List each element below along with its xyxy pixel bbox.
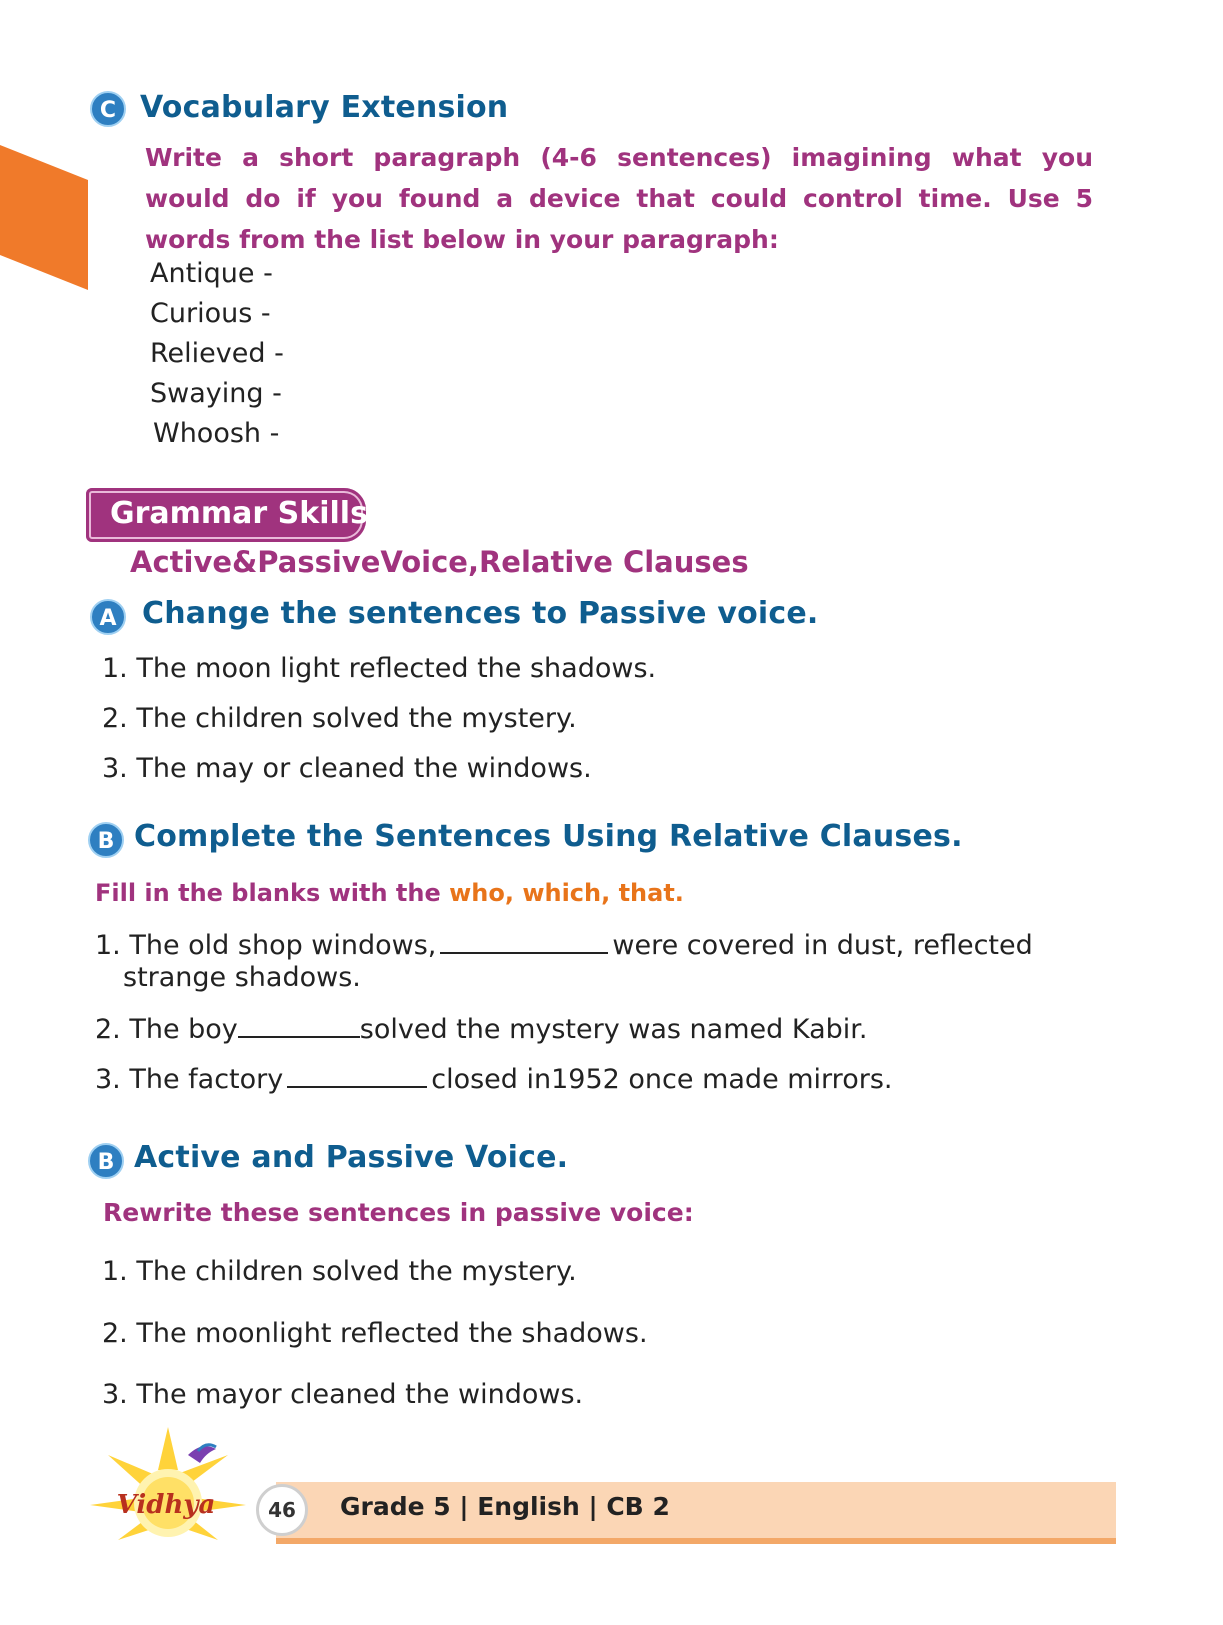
svg-text:Vidhya: Vidhya [116,1490,216,1520]
relative-clauses-instruction [95,879,684,907]
relative-item-1-continued: strange shadows. [123,962,361,993]
section-a-item: 2. The children solved the mystery. [102,703,577,734]
item-text: solved the mystery was named Kabir. [359,1014,868,1045]
item-text: closed in1952 once made mirrors. [431,1064,893,1095]
vocab-prompt: Write a short paragraph (4-6 sentences) imagining what you would do if you found a device that could control time. Use 5 words from the list below in your paragraph: [145,143,1093,254]
svg-text:A: A [99,606,117,631]
svg-text:C: C [99,98,117,123]
item-text: 2. The boy [95,1014,238,1045]
section-a-title: Change the sentences to Passive voice. [142,596,819,631]
vocab-word-list [150,258,284,458]
section-a-item: 3. The may or cleaned the windows. [102,753,592,784]
item-text: were covered in dust, reflected [612,930,1033,961]
instruction-highlight-words: who, which, that. [449,879,684,907]
relative-item-1 [95,928,1033,961]
vocab-word: Curious - [150,298,271,329]
orange-side-tab [0,145,88,290]
vocab-word: Antique - [150,258,273,289]
fill-blank[interactable] [238,1012,360,1038]
active-passive-instruction: Rewrite these sentences in passive voice: [103,1198,694,1227]
vocab-word: Whoosh - [153,418,280,449]
item-text: 1. The old shop windows, [95,930,437,961]
section-b-badge-icon [86,819,126,859]
fill-blank[interactable] [440,928,608,954]
relative-item-2 [95,1012,867,1045]
section-b-badge-icon [86,1140,126,1180]
vocab-word: Swaying - [150,378,282,409]
svg-text:B: B [97,829,115,854]
svg-text:B: B [97,1150,115,1175]
grammar-subtitle: Active&PassiveVoice,Relative Clauses [130,545,749,579]
page-number: 46 [256,1484,308,1536]
vocab-word: Relieved - [150,338,284,369]
section-a-badge-icon [88,596,128,636]
active-passive-item: 1. The children solved the mystery. [102,1256,577,1287]
active-passive-item: 2. The moonlight reflected the shadows. [102,1318,648,1349]
section-c-badge-icon [88,88,128,128]
section-b-active-passive-title: Active and Passive Voice. [134,1140,569,1175]
grammar-skills-banner [86,488,366,542]
footer-label: Grade 5 | English | CB 2 [340,1492,670,1521]
vocab-title: Vocabulary Extension [140,90,509,125]
grammar-skills-label: Grammar Skills [110,496,368,531]
instruction-prefix: Fill in the blanks with the [95,879,450,907]
section-a-item: 1. The moon light reflected the shadows. [102,653,657,684]
relative-item-3 [95,1062,892,1095]
section-b-relative-title: Complete the Sentences Using Relative Clauses. [134,819,963,854]
vidhya-logo-icon [88,1425,268,1545]
active-passive-item: 3. The mayor cleaned the windows. [102,1379,584,1410]
item-text: 3. The factory [95,1064,284,1095]
fill-blank[interactable] [287,1062,427,1088]
